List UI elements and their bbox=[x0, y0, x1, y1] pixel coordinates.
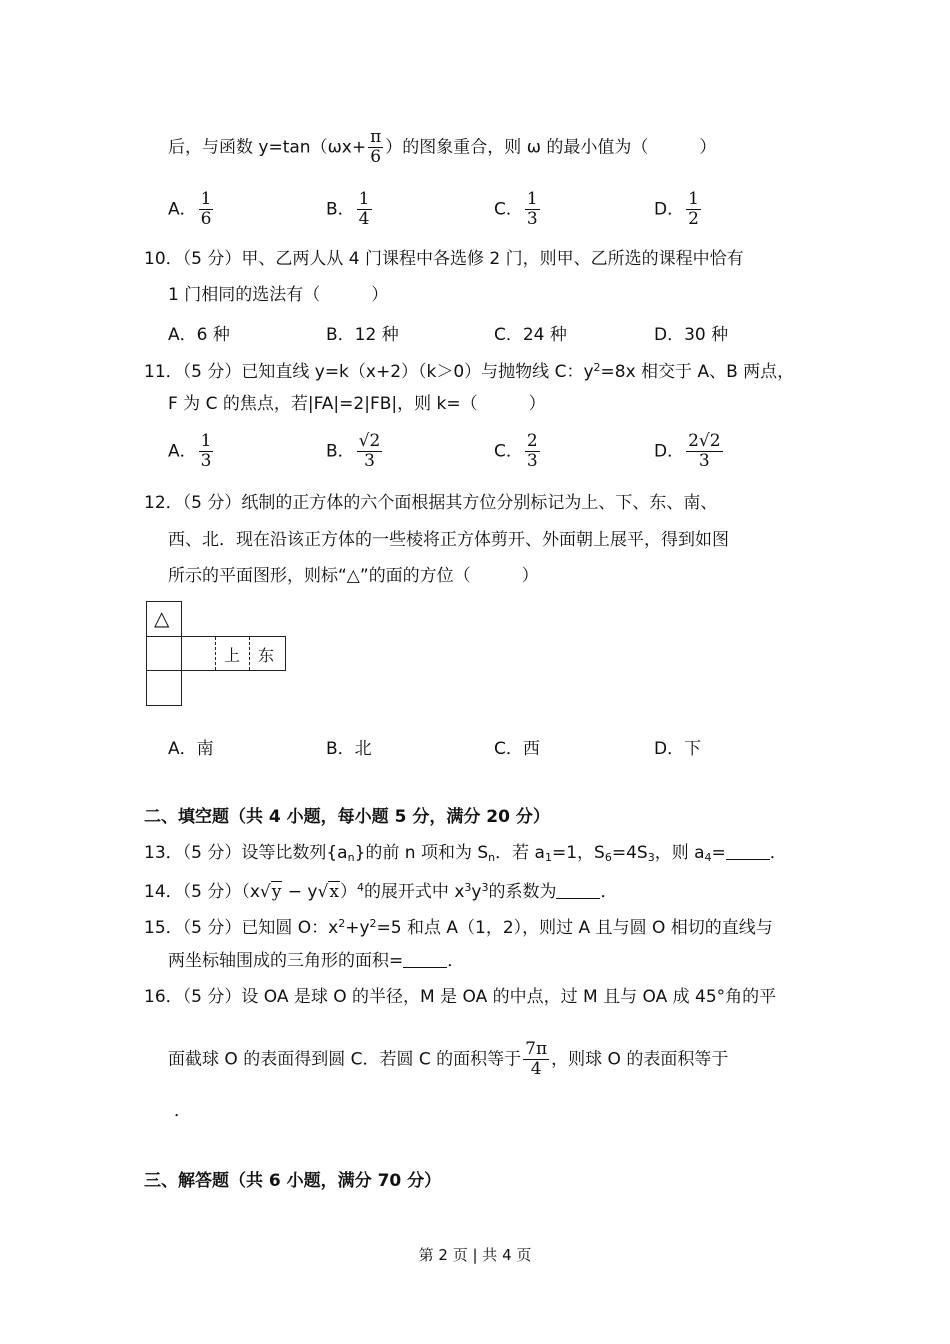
answer-blank[interactable] bbox=[556, 884, 600, 899]
q12-option-d[interactable]: D．下 bbox=[654, 739, 702, 759]
q16-stem-line1: 16．（5 分）设 OA 是球 O 的半径，M 是 OA 的中点，过 M 且与 OA 成 45°角的平 bbox=[144, 987, 777, 1007]
section-2-heading: 二、填空题（共 4 小题，每小题 5 分，满分 20 分） bbox=[144, 807, 550, 827]
net-fold-line bbox=[249, 637, 250, 670]
q10-option-a[interactable]: A．6 种 bbox=[168, 325, 230, 345]
q9-option-d[interactable]: D． $\frac{1}{2}$ bbox=[654, 189, 699, 229]
triangle-label: △ bbox=[154, 606, 170, 630]
q10-stem-line2: 1 门相同的选法有（ ） bbox=[168, 285, 389, 305]
answer-blank[interactable] bbox=[726, 845, 770, 860]
q11-stem-line2: F 为 C 的焦点，若|FA|=2|FB|，则 k=（ ） bbox=[168, 394, 546, 414]
q11-option-a[interactable]: A． $\frac{1}{3}$ bbox=[168, 431, 212, 471]
net-fold-line bbox=[181, 637, 182, 670]
q12-option-b[interactable]: B．北 bbox=[326, 739, 372, 759]
sqrt-y: √y bbox=[259, 882, 282, 902]
q9-option-b[interactable]: B． $\frac{1}{4}$ bbox=[326, 189, 370, 229]
q12-option-c[interactable]: C．西 bbox=[494, 739, 540, 759]
q12-option-a[interactable]: A．南 bbox=[168, 739, 214, 759]
q15-stem-line1: 15．（5 分）已知圆 O：$x^2+y^2=5$ 和点 A（1，2），则过 A 且与圆 O 相切的直线与 bbox=[144, 917, 773, 938]
q11-option-d[interactable]: D． $\frac{2√2}{3}$ bbox=[654, 431, 721, 471]
q12-stem-line2: 西、北．现在沿该正方体的一些棱将正方体剪开、外面朝上展平，得到如图 bbox=[168, 530, 729, 550]
east-face-label: 东 bbox=[258, 646, 275, 665]
page-footer: 第 2 页 | 共 4 页 bbox=[418, 1246, 532, 1264]
up-face-label: 上 bbox=[224, 646, 241, 665]
q11-option-b[interactable]: B． $\frac{√2}{3}$ bbox=[326, 431, 381, 471]
q16-stem-line3: ． bbox=[174, 1101, 191, 1121]
pi-over-6: $\frac{\pi}{6}$ bbox=[370, 127, 382, 167]
q9-option-a[interactable]: A． $\frac{1}{6}$ bbox=[168, 189, 212, 229]
q15-stem-line2: 两坐标轴围成的三角形的面积= ． bbox=[168, 951, 465, 971]
net-fold-line bbox=[215, 637, 216, 670]
q10-option-d[interactable]: D．30 种 bbox=[654, 325, 729, 345]
q9-stem-text: 后，与函数 y=tan（ωx+ bbox=[168, 137, 367, 158]
q9-stem bbox=[168, 128, 716, 167]
q14-stem: 14．（5 分）$(x√y - y√x)^4$的展开式中 $x^3y^3$的系数为 ． bbox=[144, 881, 618, 902]
q12-stem-line3: 所示的平面图形，则标“△”的面的方位（ ） bbox=[168, 566, 539, 586]
seven-pi-over-4: $\frac{7\pi}{4}$ bbox=[525, 1039, 548, 1079]
sqrt-x: √x bbox=[317, 882, 339, 902]
q16-stem-line2: 面截球 O 的表面得到圆 C．若圆 C 的面积等于 $\frac{7\pi}{4}$ ，则球 O 的表面积等于 bbox=[168, 1039, 729, 1079]
q10-option-b[interactable]: B．12 种 bbox=[326, 325, 399, 345]
section-3-heading: 三、解答题（共 6 小题，满分 70 分） bbox=[144, 1171, 442, 1191]
q10-stem-line1: 10．（5 分）甲、乙两人从 4 门课程中各选修 2 门，则甲、乙所选的课程中恰有 bbox=[144, 249, 744, 269]
q9-stem-text-2: ）的图象重合，则 ω 的最小值为（ ） bbox=[385, 137, 717, 158]
net-face-middle-left bbox=[146, 636, 182, 671]
q11-option-c[interactable]: C． $\frac{2}{3}$ bbox=[494, 431, 538, 471]
q11-stem-line1: 11．（5 分）已知直线 y=k（x+2）（k＞0）与抛物线 C：$y^2=8x$ 相交于 A、B 两点， bbox=[144, 361, 795, 382]
q12-stem-line1: 12．（5 分）纸制的正方体的六个面根据其方位分别标记为上、下、东、南、 bbox=[144, 493, 718, 513]
q10-option-c[interactable]: C．24 种 bbox=[494, 325, 567, 345]
answer-blank[interactable] bbox=[403, 953, 447, 968]
q9-option-c[interactable]: C． $\frac{1}{3}$ bbox=[494, 189, 538, 229]
net-face-bottom bbox=[146, 670, 182, 706]
q13-stem: 13．（5 分）设等比数列$\{a_n\}$的前 n 项和为 $S_n$．若 $a_1=1$，$S_6=4S_3$，则 $a_4=$ ． bbox=[144, 843, 787, 864]
